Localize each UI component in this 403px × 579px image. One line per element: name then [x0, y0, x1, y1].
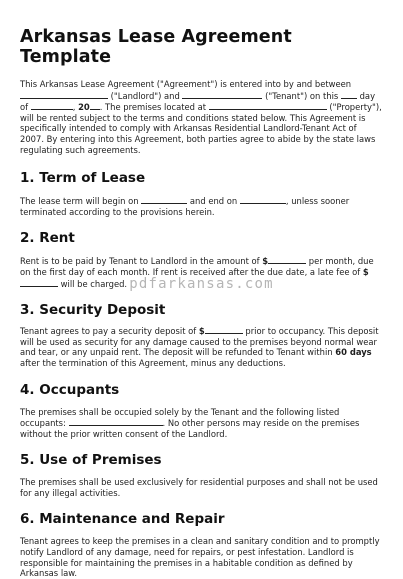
occupants-blank[interactable] — [69, 417, 163, 426]
deposit-paragraph: Tenant agrees to pay a security deposit of $ prior to occupancy. This deposit will be used as security for any damage caused to the premises beyond normal wear and tear, or any unpaid rent. The deposit will be refunded to Tenant within 60 days after the termination of this Agreement, minus any deductions. — [20, 326, 379, 368]
section-heading-rent: 2. Rent — [20, 230, 75, 247]
late-fee-blank[interactable] — [20, 278, 58, 287]
rent-amount-blank[interactable] — [268, 255, 306, 264]
month-blank[interactable] — [31, 101, 73, 110]
rent-paragraph: Rent is to be paid by Tenant to Landlord in the amount of $ per month, due on the first day of each month. If rent is received after the due date, a late fee of $ will be charged. — [20, 256, 374, 289]
tenant-blank[interactable] — [182, 90, 262, 99]
refund-days: 60 days — [335, 347, 372, 358]
watermark: pdfarkansas.com — [129, 276, 274, 292]
property-blank[interactable] — [209, 101, 327, 110]
landlord-blank[interactable] — [20, 90, 108, 99]
start-date-blank[interactable] — [141, 195, 187, 204]
occupants-paragraph: The premises shall be occupied solely by the Tenant and the following listed occupants: . No other persons may reside on the premises without the prior written consent of the Landlord. — [20, 406, 360, 439]
deposit-amount-blank[interactable] — [205, 325, 243, 334]
section-heading-maintenance: 6. Maintenance and Repair — [20, 511, 225, 528]
section-heading-use: 5. Use of Premises — [20, 452, 162, 469]
term-paragraph: The lease term will begin on and end on , unless sooner terminated according to the provisions herein. — [20, 196, 350, 217]
section-heading-deposit: 3. Security Deposit — [20, 302, 166, 319]
intro-paragraph: This Arkansas Lease Agreement ("Agreement") is entered into by and between ("Landlord") and ("Tenant") on this day of , 20 . The premises located at ("Property"), will be rented subject to the terms and conditions stated below. This Agreement is specifically intended to comply with Arkansas Residential Landlord-Tenant Act of 2007. By entering into this Agreement, both parties agree to abide by the state laws regulating such agreements. — [20, 79, 382, 155]
day-blank[interactable] — [341, 90, 357, 99]
use-paragraph: The premises shall be used exclusively for residential purposes and shall not be used for any illegal activities. — [20, 477, 378, 498]
end-date-blank[interactable] — [240, 195, 286, 204]
maintenance-paragraph: Tenant agrees to keep the premises in a clean and sanitary condition and to promptly notify Landlord of any damage, need for repairs, or pest infestation. Landlord is responsible for maintaining the premises in a habitable condition as defined by Arkansas law. — [20, 536, 380, 579]
section-heading-occupants: 4. Occupants — [20, 381, 120, 398]
document-title: Arkansas Lease Agreement Template — [20, 27, 292, 67]
section-heading-term: 1. Term of Lease — [20, 170, 146, 187]
year-prefix: 20 — [78, 102, 90, 113]
year-blank[interactable] — [90, 101, 100, 110]
